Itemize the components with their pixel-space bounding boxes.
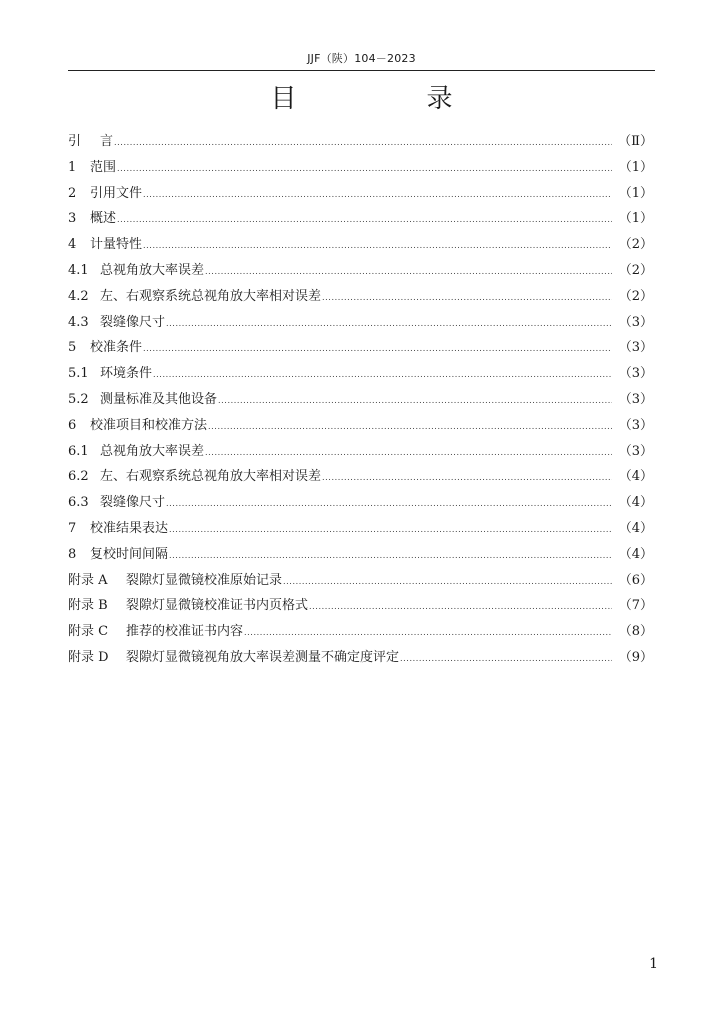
toc-leader-dots [166,494,612,514]
toc-leader-dots [153,365,612,385]
toc-entry-title: 裂隙灯显微镜校准原始记录 [126,572,283,588]
toc-entry-page: （3） [618,391,653,407]
toc-entry-title: 范围 [90,159,117,175]
toc-entry-title: 引用文件 [90,185,143,201]
toc-entry-title: 左、右观察系统总视角放大率相对误差 [100,469,322,485]
toc-entry[interactable] [68,622,653,648]
toc-entry-title: 校准项目和校准方法 [90,417,208,433]
toc-entry-page: （2） [618,237,653,253]
toc-leader-dots [117,210,612,230]
toc-entry-page: （3） [618,366,653,382]
toc-entry[interactable] [68,467,653,493]
toc-entry-number: 2 [68,185,77,201]
toc-entry[interactable] [68,442,653,468]
page-title: 目 录 [270,84,505,114]
toc-entry-number: 4 [68,237,77,253]
toc-entry-page: （1） [618,159,653,175]
toc-leader-dots [322,468,612,488]
toc-leader-dots [143,236,612,256]
toc-entry[interactable] [68,184,653,210]
toc-entry-title: 校准结果表达 [90,520,169,536]
toc-leader-dots [114,133,612,153]
toc-entry-number: 3 [68,211,77,227]
toc-entry-page: （7） [618,598,653,614]
toc-entry-number: 附录 C [68,624,109,640]
toc-entry-number: 5 [68,340,77,356]
toc-entry[interactable] [68,519,653,545]
toc-leader-dots [322,288,612,308]
toc-entry-number: 6 [68,417,77,433]
toc-entry-title: 裂缝像尺寸 [100,495,166,511]
toc-entry-page: （3） [618,340,653,356]
toc-entry[interactable] [68,571,653,597]
toc-entry-title: 计量特性 [90,237,143,253]
toc-entry-title: 复校时间间隔 [90,546,169,562]
toc-entry[interactable] [68,648,653,674]
toc-entry-number: 1 [68,159,77,175]
toc-leader-dots [309,597,612,617]
toc-entry-number: 5.1 [68,366,89,382]
toc-entry-number: 7 [68,520,77,536]
toc-entry-number: 6.2 [68,469,89,485]
toc-entry[interactable] [68,261,653,287]
toc-entry-page: （4） [618,469,653,485]
toc-entry-title: 推荐的校准证书内容 [126,624,244,640]
toc-entry-number: 4.2 [68,288,89,304]
toc-entry[interactable] [68,596,653,622]
toc-entry[interactable] [68,132,653,158]
toc-entry-page: （Ⅱ） [618,134,653,149]
toc-entry[interactable] [68,390,653,416]
toc-entry-title: 总视角放大率误差 [100,443,205,459]
toc-entry-page: （1） [618,185,653,201]
toc-entry-title: 裂缝像尺寸 [100,314,166,330]
toc-leader-dots [283,572,612,592]
toc-entry[interactable] [68,158,653,184]
toc-leader-dots [117,159,612,179]
toc-leader-dots [143,185,612,205]
toc-entry[interactable] [68,364,653,390]
toc-entry[interactable] [68,313,653,339]
toc-entry[interactable] [68,235,653,261]
toc-leader-dots [166,314,612,334]
toc-leader-dots [143,339,612,359]
toc-leader-dots [218,391,612,411]
toc-entry[interactable] [68,545,653,571]
toc-entry[interactable] [68,493,653,519]
toc-entry[interactable] [68,338,653,364]
toc-entry-page: （8） [618,624,653,640]
toc-entry-number: 5.2 [68,391,89,407]
toc-entry-title: 测量标准及其他设备 [100,391,218,407]
header-rule [68,70,655,71]
toc-entry-page: （4） [618,546,653,562]
toc-leader-dots [169,520,612,540]
toc-entry-number: 4.1 [68,262,89,278]
toc-entry-number: 6.3 [68,495,89,511]
page-number: 1 [649,956,658,972]
toc-entry-number: 6.1 [68,443,89,459]
toc-entry-page: （1） [618,211,653,227]
toc-entry-page: （9） [618,649,653,665]
toc-entry-number: 4.3 [68,314,89,330]
toc-entry[interactable] [68,209,653,235]
toc-leader-dots [400,649,612,669]
toc-entry-number: 8 [68,546,77,562]
toc-entry-number: 附录 D [68,649,109,665]
toc-entry-page: （4） [618,495,653,511]
toc-entry-number: 附录 B [68,598,108,614]
toc-entry-title: 裂隙灯显微镜视角放大率误差测量不确定度评定 [126,649,400,665]
toc-leader-dots [169,546,612,566]
toc-entry-page: （6） [618,572,653,588]
toc-entry-number: 引 [68,134,82,149]
toc-leader-dots [205,262,612,282]
toc-entry-title: 环境条件 [100,366,153,382]
toc-entry-page: （3） [618,314,653,330]
toc-entry-title: 概述 [90,211,117,227]
table-of-contents [68,132,653,674]
toc-leader-dots [205,443,612,463]
running-header: JJF（陕）104－2023 [307,52,416,65]
toc-leader-dots [244,623,612,643]
toc-entry-title: 言 [100,134,114,149]
toc-entry-page: （3） [618,417,653,433]
toc-entry-title: 校准条件 [90,340,143,356]
toc-entry-page: （2） [618,288,653,304]
toc-entry-number: 附录 A [68,572,108,588]
toc-entry-page: （4） [618,520,653,536]
toc-leader-dots [208,417,612,437]
toc-entry-page: （3） [618,443,653,459]
toc-entry-title: 裂隙灯显微镜校准证书内页格式 [126,598,309,614]
toc-entry-title: 总视角放大率误差 [100,262,205,278]
toc-entry-title: 左、右观察系统总视角放大率相对误差 [100,288,322,304]
toc-entry[interactable] [68,416,653,442]
toc-entry[interactable] [68,287,653,313]
toc-entry-page: （2） [618,262,653,278]
